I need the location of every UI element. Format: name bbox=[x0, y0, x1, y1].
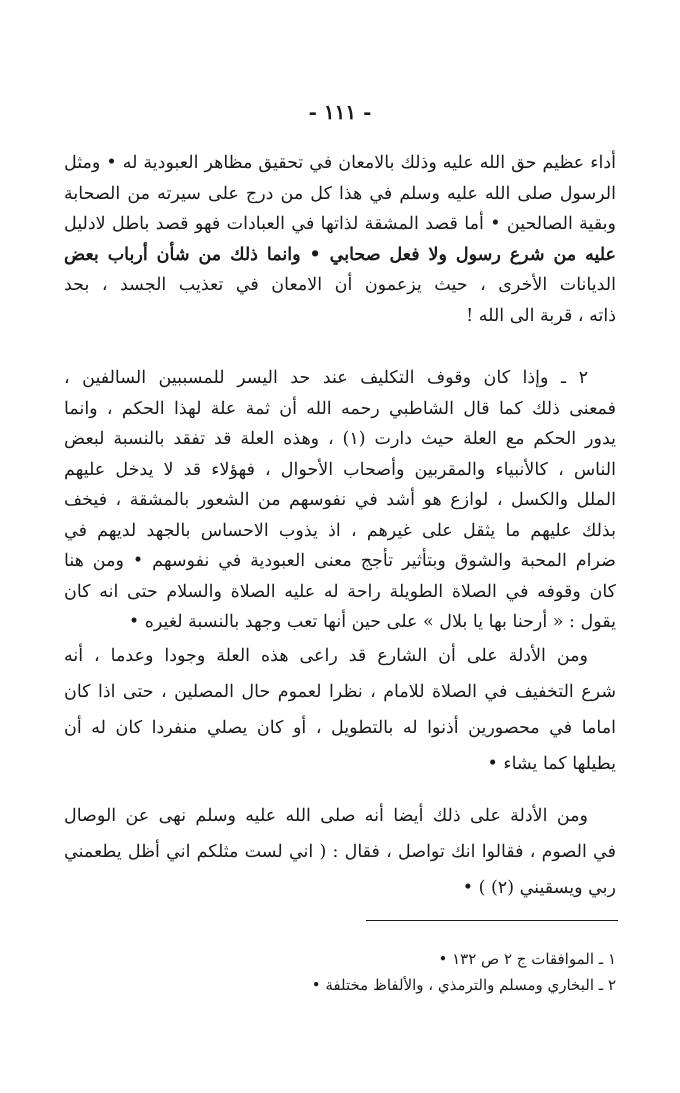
paragraph bbox=[64, 638, 616, 798]
page-number: - ١١١ - bbox=[308, 100, 372, 124]
text-line: كان وقوفه في الصلاة الطويلة راحة له عليه الصلاة والسلام حتى انه كان bbox=[64, 581, 616, 602]
text-line: الملل والكسل ، لوازع هو أشد في نفوسهم من الشعور بالمشقة ، فيخف bbox=[64, 490, 616, 510]
text-line: أداء عظيم حق الله عليه وذلك بالامعان في تحقيق مظاهر العبودية له • ومثل bbox=[64, 153, 616, 173]
text-line: يدور الحكم مع العلة حيث دارت (١) ، وهذه العلة قد تفقد بالنسبة لبعض bbox=[64, 429, 616, 449]
text-line: ربي ويسقيني (٢) ) • bbox=[462, 878, 616, 898]
text-line: في الصوم ، فقالوا انك تواصل ، فقال : ( اني لست مثلكم اني أظل يطعمني bbox=[64, 842, 616, 862]
footnote-2: ٢ ـ البخاري ومسلم والترمذي ، والألفاظ مختلفة • bbox=[311, 976, 616, 994]
text-line: يطيلها كما يشاء • bbox=[487, 754, 616, 774]
text-line: وبقية الصالحين • أما قصد المشقة لذاتها في العبادات فهو قصد باطل لادليل bbox=[64, 214, 616, 234]
paragraph bbox=[64, 148, 616, 363]
text-line: فمعنى ذلك كما قال الشاطبي رحمه الله أن ثمة علة لهذا الحكم ، وانما bbox=[64, 398, 616, 419]
text-line: بذلك عليهم ما يثقل على غيرهم ، اذ يذوب الاحساس بالجهد لديهم في bbox=[64, 520, 616, 541]
text-line: عليه من شرع رسول ولا فعل صحابي • وانما ذلك من شأن أرباب بعض bbox=[64, 244, 616, 265]
body-text bbox=[64, 148, 616, 908]
footnotes bbox=[64, 946, 616, 998]
text-line: ٢ ـ وإذا كان وقوف التكليف عند حد اليسر للمسببين السالفين ، bbox=[64, 368, 588, 388]
text-line: الناس ، كالأنبياء والمقربين وأصحاب الأحوال ، فهؤلاء قد لا يدخل عليهم bbox=[64, 459, 616, 480]
footnote-divider bbox=[366, 920, 618, 921]
text-line: الديانات الأخرى ، حيث يزعمون أن الامعان في تعذيب الجسد ، بحد bbox=[64, 275, 616, 295]
text-line: ذاته ، قربة الى الله ! bbox=[466, 305, 616, 326]
text-line: الرسول صلى الله عليه وسلم في هذا كل من درج على سيرته من الصحابة bbox=[64, 183, 616, 204]
text-line: يقول : « أرحنا بها يا بلال » على حين أنها تعب وجهد بالنسبة لغيره • bbox=[128, 612, 616, 632]
paragraph bbox=[64, 798, 616, 908]
footnote-1: ١ ـ الموافقات ج ٢ ص ١٣٢ • bbox=[438, 950, 616, 968]
text-line: ومن الأدلة على أن الشارع قد راعى هذه العلة وجودا وعدما ، أنه bbox=[64, 646, 588, 666]
text-line: اماما في محصورين أذنوا له بالتطويل ، أو كان يصلي منفردا كان له أن bbox=[64, 718, 616, 738]
text-line: ضرام المحبة والشوق وبتأثير تأجج معنى العبودية في نفوسهم • ومن هنا bbox=[64, 551, 616, 571]
text-line: ومن الأدلة على ذلك أيضا أنه صلى الله عليه وسلم نهى عن الوصال bbox=[64, 806, 588, 826]
paragraph bbox=[64, 363, 616, 638]
text-line: شرع التخفيف في الصلاة للامام ، نظرا لعموم حال المصلين ، حتى اذا كان bbox=[64, 682, 616, 702]
